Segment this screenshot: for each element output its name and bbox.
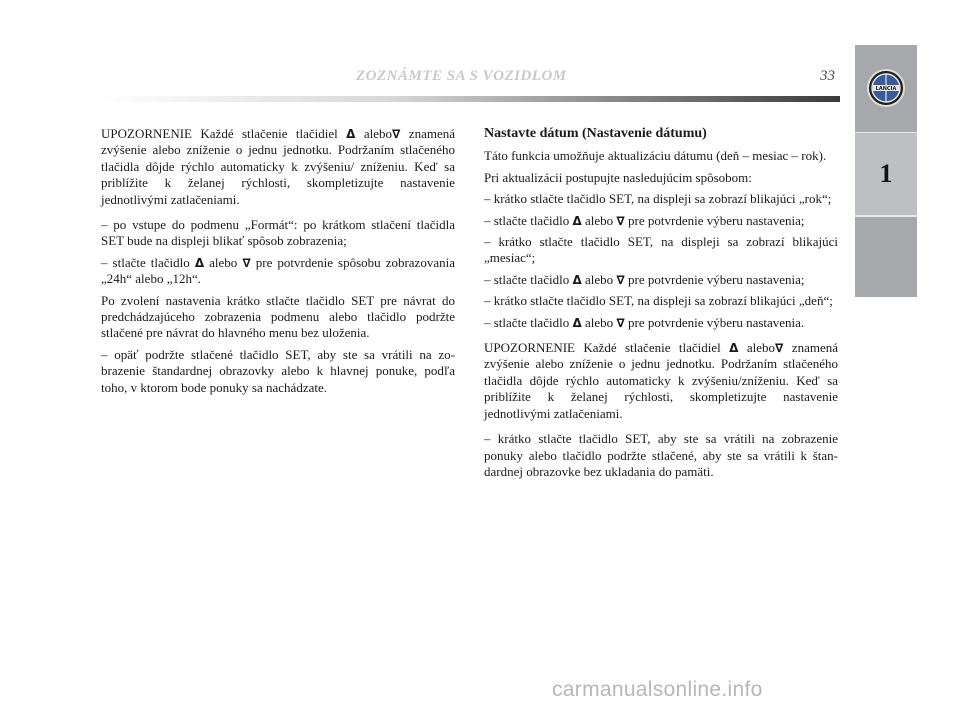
format-submenu-paragraph: – po vstupe do podmenu „Formát“: po krátkom stlačení tlačidla SET bude na displeji blikať spôsob zobrazenia; [101,217,455,249]
format-select-paragraph [101,255,455,288]
down-triangle-icon: ∇ [616,213,625,228]
text-span: pre potvrdenie výberu nastavenia; [624,271,805,287]
procedure-intro: Pri aktualizácii postupujte nasledujúcim spôsobom: [484,169,752,185]
return-paragraph: – krátko stlačte tlačidlo SET, aby ste sa vrátili na zobrazenie ponuky alebo tlačidlo podržte stlačené, aby ste sa vrátili k štandardnej obrazovke bez ukladania do pamäti. [484,431,838,479]
text-span: pre potvrdenie spôsobu zobrazovania „24h“ alebo „12h“. [101,254,455,287]
intro-paragraph: Táto funkcia umožňuje aktualizáciu dátumu (deň – mesiac – rok). [484,148,827,164]
warning-paragraph [484,340,838,422]
lancia-logo [855,45,917,131]
step-confirm-year [484,213,838,229]
right-column [484,126,838,485]
up-triangle-icon: Δ [572,213,582,228]
header-rule [100,96,840,102]
text-span: pre potvrdenie výberu nastavenia; [624,212,805,228]
text-span: alebo [581,314,617,330]
up-triangle-icon: Δ [729,341,739,356]
chapter-number: 1 [855,133,917,215]
step-confirm-day [484,315,838,331]
step-month: – krátko stlačte tlačidlo SET, na displeji sa zobrazí blikajúci „mesiac“; [484,234,838,266]
svg-text:LANCIA: LANCIA [875,86,897,92]
confirm-paragraph: Po zvolení nastavenia krátko stlačte tlačidlo SET pre návrat do predchádzajúceho zobrazenia podmenu alebo tlačidlo podržte stlačené pre návrat do hlavného menu bez uloženia. [101,292,455,341]
text-span: UPOZORNENIE Každé stlačenie tlačidiel [101,126,347,141]
text-span: znamená zvýšenie alebo zníženie o jednu jednotku. Podržaním stlačeného tlačidla dôjde rýchlo automaticky k zvýšeniu/ zníženiu. Keď sa priblížite k želanej rýchlosti, skompletizujte nastavenie jednotlivými zatlačeniami. [101,126,455,207]
down-triangle-icon: ∇ [392,127,401,141]
left-column [101,126,455,401]
page-header-title: ZOZNÁMTE SA S VOZIDLOM [356,68,567,84]
up-triangle-icon: Δ [346,127,356,141]
text-span: alebo [204,254,243,270]
page-number: 33 [820,68,835,84]
text-span: – stlačte tlačidlo [101,254,195,270]
section-heading: Nastavte dátum (Nastavenie dátumu) [484,126,707,141]
text-span: alebo [355,126,393,141]
up-triangle-icon: Δ [194,255,205,270]
lancia-shield-icon [866,66,906,110]
chapter-side-tab [855,45,917,297]
up-triangle-icon: Δ [572,315,582,330]
text-span: UPOZORNENIE Každé stlačenie tlačidiel [484,340,730,356]
step-confirm-month [484,272,838,288]
text-span: alebo [738,340,776,356]
text-span: – stlačte tlačidlo [484,212,573,228]
site-watermark: carmanualsonline.info [552,678,763,701]
up-triangle-icon: Δ [572,272,582,287]
text-span: pre potvrdenie výberu nastavenia. [624,314,805,330]
warning-paragraph [101,126,455,208]
text-span: alebo [581,271,617,287]
text-span: – stlačte tlačidlo [484,314,573,330]
step-day: – krátko stlačte tlačidlo SET, na displeji sa zobrazí blikajúci „deň“; [484,293,833,309]
down-triangle-icon: ∇ [242,255,251,270]
text-span: alebo [581,212,617,228]
step-year: – krátko stlačte tlačidlo SET, na displeji sa zobrazí blikajúci „rok“; [484,191,832,207]
text-span: znamená zvýšenie alebo zníženie o jednu jednotku. Podržaním stlačeného tlačidla dôjde rýchlo automaticky k zvýšeniu/zníženiu. Keď sa priblížite k želanej rýchlosti, skompletizujte nastavenie jednotlivými zatlačeniami. [484,340,838,421]
return-paragraph: – opäť podržte stlačené tlačidlo SET, aby ste sa vrátili na zobrazenie štandardnej obrazovky alebo k hlavnej ponuke, podľa toho, v ktorom bode ponuky sa nachádzate. [101,346,455,395]
down-triangle-icon: ∇ [616,272,625,287]
down-triangle-icon: ∇ [616,315,625,330]
text-span: – stlačte tlačidlo [484,271,573,287]
down-triangle-icon: ∇ [775,341,784,356]
side-tab-divider [855,215,917,217]
